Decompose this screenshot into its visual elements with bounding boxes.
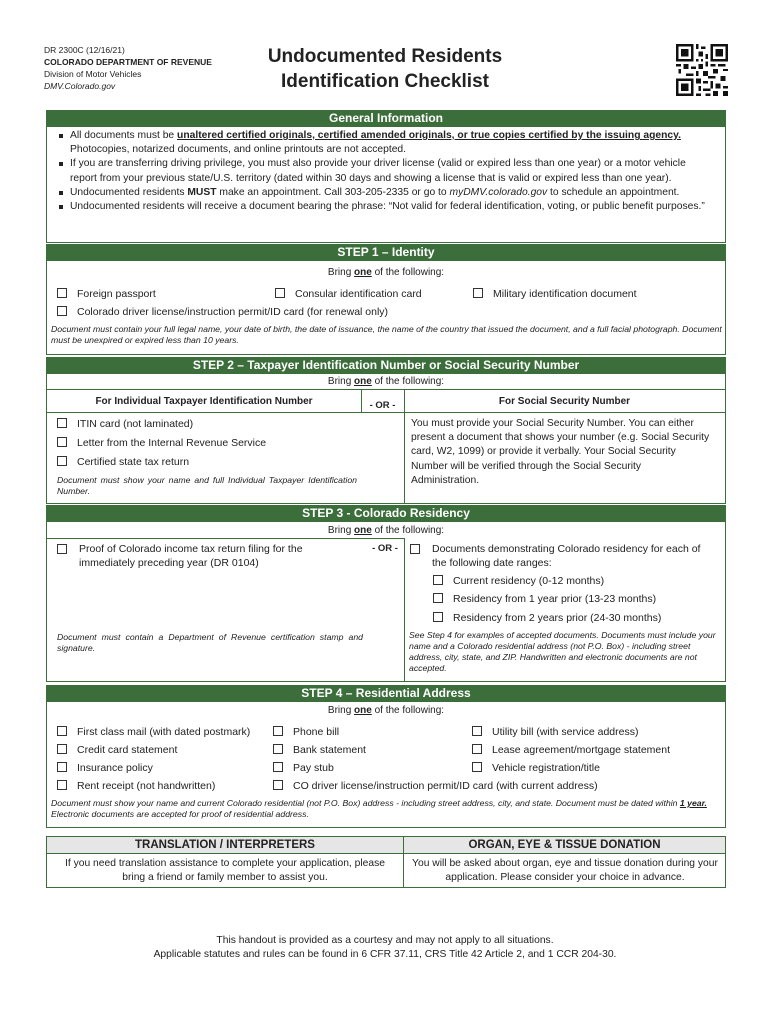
tax-filing-option[interactable]: Proof of Colorado income tax return filing for the immediately preceding year (DR 0104) xyxy=(57,543,347,570)
form-header-info xyxy=(44,44,212,92)
itin-column-header: For Individual Taxpayer Identification Number xyxy=(95,396,313,407)
checkbox[interactable] xyxy=(57,544,67,554)
checkbox[interactable] xyxy=(472,762,482,772)
list-item: All documents must be unaltered certified originals, certified amended originals, or true copies certified by the issuing agency. Photocopies, notarized documents, and online printouts are not accepted. xyxy=(57,129,715,157)
current-residency-option[interactable]: Current residency (0-12 months) xyxy=(433,575,604,588)
checkbox[interactable] xyxy=(57,437,67,447)
checkbox[interactable] xyxy=(57,306,67,316)
bring-one-text: Bring one of the following: xyxy=(327,267,445,278)
footer-statutes: Applicable statutes and rules can be found in 6 CFR 37.11, CRS Title 42 Article 2, and 1 CCR 204-30. xyxy=(153,949,617,960)
organ-donation-box xyxy=(404,836,726,888)
bank-statement-option[interactable]: Bank statement xyxy=(273,744,366,757)
divider xyxy=(404,538,405,682)
general-info-header: General Information xyxy=(46,110,726,127)
step3-section xyxy=(46,522,726,682)
utility-bill-option[interactable]: Utility bill (with service address) xyxy=(472,726,638,739)
general-info-list xyxy=(47,127,725,214)
ssn-instructions: You must provide your Social Security Number. You can either present a document that shows your number (e.g. Social Security card, W2, 1099) or provide it verbally. Your Social Security Number will be verified through the Social Security Administration. xyxy=(411,418,710,486)
step3-left-note: Document must contain a Department of Revenue certification stamp and signature. xyxy=(57,632,363,653)
department-name: COLORADO DEPARTMENT OF REVENUE xyxy=(44,57,212,67)
itin-card-option[interactable]: ITIN card (not laminated) xyxy=(57,418,193,431)
organ-donation-text: You will be asked about organ, eye and tissue donation during your application. Please consider your choice in advance. xyxy=(412,858,718,883)
general-info-section xyxy=(46,127,726,243)
colorado-license-option[interactable]: Colorado driver license/instruction permit/ID card (for renewal only) xyxy=(57,306,388,319)
rent-receipt-option[interactable]: Rent receipt (not handwritten) xyxy=(57,780,215,793)
list-item: Undocumented residents will receive a document bearing the phrase: “Not valid for federal identification, voting, or public benefit purposes.” xyxy=(57,200,715,214)
irs-letter-option[interactable]: Letter from the Internal Revenue Service xyxy=(57,437,266,450)
checkbox[interactable] xyxy=(57,288,67,298)
residency-1-year-option[interactable]: Residency from 1 year prior (13-23 months) xyxy=(433,593,656,606)
checkbox[interactable] xyxy=(57,418,67,428)
checkbox[interactable] xyxy=(273,726,283,736)
list-item: If you are transferring driving privilege, you must also provide your driver license (valid or expired less than one year) or a motor vehicle report from your previous state/U.S. territory (dated within 30 days and showing a license that is valid or expired less than one year). xyxy=(57,157,715,185)
step1-header: STEP 1 – Identity xyxy=(46,244,726,261)
organ-donation-title: ORGAN, EYE & TISSUE DONATION xyxy=(404,837,725,854)
step4-header: STEP 4 – Residential Address xyxy=(46,685,726,702)
step2-header: STEP 2 – Taxpayer Identification Number or Social Security Number xyxy=(46,357,726,374)
step2-section xyxy=(46,374,726,504)
checkbox[interactable] xyxy=(57,780,67,790)
vehicle-registration-option[interactable]: Vehicle registration/title xyxy=(472,762,600,775)
step3-right-note: See Step 4 for examples of accepted documents. Documents must include your name and a Colorado residential address (not P.O. Box) - including street address, city, state, and ZIP. Handwritten and electronic documents are not accepted. xyxy=(409,630,716,673)
insurance-policy-option[interactable]: Insurance policy xyxy=(57,762,153,775)
checkbox[interactable] xyxy=(57,762,67,772)
lease-agreement-option[interactable]: Lease agreement/mortgage statement xyxy=(472,744,670,757)
checkbox[interactable] xyxy=(473,288,483,298)
step4-section xyxy=(46,702,726,828)
foreign-passport-option[interactable]: Foreign passport xyxy=(57,288,156,301)
pay-stub-option[interactable]: Pay stub xyxy=(273,762,334,775)
checkbox[interactable] xyxy=(273,780,283,790)
bring-one-text: Bring one of the following: xyxy=(327,705,445,716)
qr-code-icon xyxy=(676,44,728,96)
checkbox[interactable] xyxy=(472,726,482,736)
military-id-option[interactable]: Military identification document xyxy=(473,288,637,301)
footer-disclaimer: This handout is provided as a courtesy and may not apply to all situations. xyxy=(216,935,554,946)
co-driver-license-option[interactable]: CO driver license/instruction permit/ID card (with current address) xyxy=(273,780,598,793)
step1-section xyxy=(46,261,726,355)
list-item: Undocumented residents MUST make an appointment. Call 303-205-2335 or go to myDMV.colorado.gov to schedule an appointment. xyxy=(57,186,715,200)
residency-2-years-option[interactable]: Residency from 2 years prior (24-30 months) xyxy=(433,612,661,625)
translation-box xyxy=(46,836,404,888)
checkbox[interactable] xyxy=(433,612,443,622)
translation-text: If you need translation assistance to complete your application, please bring a friend or family member to assist you. xyxy=(65,858,385,883)
step4-note: Document must show your name and current Colorado residential (not P.O. Box) address - including street address, city, and state. Document must be dated within 1 year. Electronic documents are accepted for proof of residential address. xyxy=(51,798,707,819)
translation-title: TRANSLATION / INTERPRETERS xyxy=(47,837,403,854)
ssn-column-header: For Social Security Number xyxy=(498,396,631,407)
division-name: Division of Motor Vehicles xyxy=(44,69,142,79)
website: DMV.Colorado.gov xyxy=(44,81,116,91)
step2-itin-note: Document must show your name and full Individual Taxpayer Identification Number. xyxy=(57,475,357,496)
page-title: Undocumented Residents Identification Checklist xyxy=(267,46,503,92)
residency-documents-option[interactable]: Documents demonstrating Colorado residency for each of the following date ranges: xyxy=(410,543,715,570)
checkbox[interactable] xyxy=(57,726,67,736)
form-code: DR 2300C (12/16/21) xyxy=(44,45,125,55)
step1-note: Document must contain your full legal name, your date of birth, the date of issuance, the name of the country that issued the document, and a full facial photograph. Document must be unexpired or expired less than 10 years. xyxy=(51,324,722,345)
checkbox[interactable] xyxy=(57,744,67,754)
or-label: - OR - xyxy=(372,543,398,554)
divider xyxy=(47,412,725,413)
footer xyxy=(0,934,770,962)
checkbox[interactable] xyxy=(433,593,443,603)
checkbox[interactable] xyxy=(273,762,283,772)
step3-header: STEP 3 - Colorado Residency xyxy=(46,505,726,522)
bring-one-text: Bring one of the following: xyxy=(327,376,445,387)
checkbox[interactable] xyxy=(57,456,67,466)
credit-card-statement-option[interactable]: Credit card statement xyxy=(57,744,177,757)
phone-bill-option[interactable]: Phone bill xyxy=(273,726,339,739)
checkbox[interactable] xyxy=(275,288,285,298)
consular-id-option[interactable]: Consular identification card xyxy=(275,288,422,301)
or-label: - OR - xyxy=(369,400,396,411)
checkbox[interactable] xyxy=(273,744,283,754)
checkbox[interactable] xyxy=(410,544,420,554)
first-class-mail-option[interactable]: First class mail (with dated postmark) xyxy=(57,726,250,739)
divider xyxy=(47,538,404,539)
checkbox[interactable] xyxy=(433,575,443,585)
checkbox[interactable] xyxy=(472,744,482,754)
bring-one-text: Bring one of the following: xyxy=(327,525,445,536)
divider xyxy=(47,389,725,390)
tax-return-option[interactable]: Certified state tax return xyxy=(57,456,189,469)
